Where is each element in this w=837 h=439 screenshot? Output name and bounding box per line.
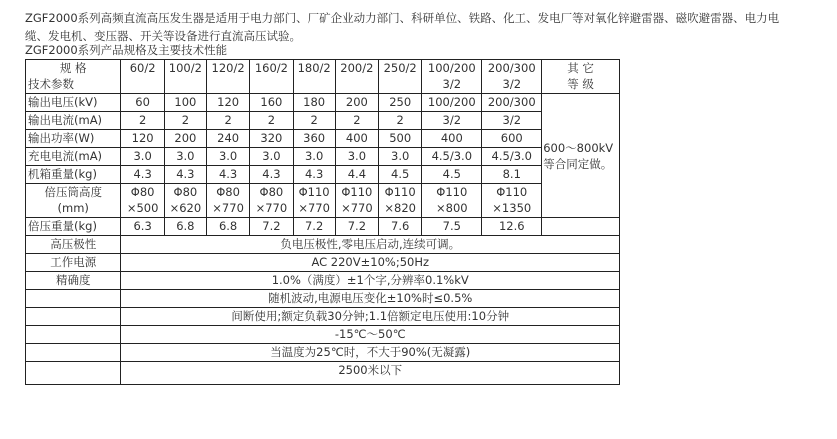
table-row bbox=[26, 218, 620, 236]
row-label: 高压极性 bbox=[26, 236, 121, 254]
value-l1: Φ80 bbox=[130, 185, 155, 199]
header-model-l1: 120/2 bbox=[211, 61, 245, 75]
value-cell: 3.0 bbox=[250, 148, 293, 166]
table-row bbox=[26, 326, 620, 344]
value-cell: 360 bbox=[293, 130, 335, 148]
value-cell: 3.0 bbox=[164, 148, 206, 166]
table-row bbox=[26, 344, 620, 362]
value-cell: 60 bbox=[121, 94, 164, 112]
value-cell: 7.2 bbox=[335, 218, 378, 236]
value-cell bbox=[250, 184, 293, 218]
value-l2: ×800 bbox=[436, 201, 468, 215]
value-cell: 4.3 bbox=[250, 166, 293, 184]
table-row bbox=[26, 112, 620, 130]
header-model-l1: 100/2 bbox=[168, 61, 202, 75]
row-label bbox=[26, 308, 121, 326]
table-row bbox=[26, 130, 620, 148]
header-other-line2: 等 级 bbox=[567, 77, 594, 91]
header-spec-line2: 技术参数 bbox=[28, 77, 74, 91]
value-cell: 250 bbox=[379, 94, 422, 112]
value-l1: Φ80 bbox=[173, 185, 198, 199]
intro-line-1: ZGF2000系列高频直流高压发生器是适用于电力部门、厂矿企业动力部门、科研单位、铁路、化工、发电厂等对氧化锌避雷器、磁吹避雷器、电力电 bbox=[25, 11, 780, 25]
common-value: 2500米以下 bbox=[121, 362, 620, 385]
header-model-l1: 180/2 bbox=[297, 61, 331, 75]
header-spec-line1: 规 格 bbox=[59, 61, 87, 75]
value-cell: 120 bbox=[121, 130, 164, 148]
value-cell: 6.8 bbox=[206, 218, 249, 236]
value-cell bbox=[206, 184, 249, 218]
value-cell bbox=[121, 184, 164, 218]
table-row bbox=[26, 166, 620, 184]
value-cell: 240 bbox=[206, 130, 249, 148]
value-cell: 2 bbox=[250, 112, 293, 130]
row-label: 输出电流(mA) bbox=[26, 112, 121, 130]
value-l2: ×820 bbox=[384, 201, 416, 215]
table-row bbox=[26, 308, 620, 326]
common-value: 间断使用;额定负载30分钟;1.1倍额定电压使用:10分钟 bbox=[121, 308, 620, 326]
value-cell: 3.0 bbox=[335, 148, 378, 166]
spec-table bbox=[25, 59, 620, 385]
value-cell: 7.2 bbox=[250, 218, 293, 236]
row-label-line2: (mm) bbox=[57, 201, 89, 215]
value-cell: 160 bbox=[250, 94, 293, 112]
header-model bbox=[379, 60, 422, 94]
row-label bbox=[26, 184, 121, 218]
intro-paragraph bbox=[25, 9, 825, 45]
row-label bbox=[26, 290, 121, 308]
value-cell: 7.5 bbox=[422, 218, 482, 236]
value-cell: 180 bbox=[293, 94, 335, 112]
header-model bbox=[250, 60, 293, 94]
other-grades-note: 600～800kV等合同定做。 bbox=[542, 94, 620, 218]
value-cell: 4.4 bbox=[335, 166, 378, 184]
header-model-l1: 250/2 bbox=[383, 61, 417, 75]
common-value: -15℃～50℃ bbox=[121, 326, 620, 344]
common-value: AC 220V±10%;50Hz bbox=[121, 254, 620, 272]
value-cell: 100/200 bbox=[422, 94, 482, 112]
value-cell: 200/300 bbox=[482, 94, 542, 112]
value-cell: 7.2 bbox=[293, 218, 335, 236]
value-cell: 4.5 bbox=[422, 166, 482, 184]
value-cell: 400 bbox=[335, 130, 378, 148]
value-cell: 3/2 bbox=[422, 112, 482, 130]
table-row bbox=[26, 272, 620, 290]
row-label: 输出电压(kV) bbox=[26, 94, 121, 112]
value-cell: 3.0 bbox=[206, 148, 249, 166]
table-row bbox=[26, 236, 620, 254]
value-cell: 2 bbox=[164, 112, 206, 130]
value-cell: 2 bbox=[121, 112, 164, 130]
value-cell bbox=[379, 184, 422, 218]
row-label: 充电电流(mA) bbox=[26, 148, 121, 166]
value-cell: 6.3 bbox=[121, 218, 164, 236]
value-cell bbox=[335, 184, 378, 218]
value-cell: 320 bbox=[250, 130, 293, 148]
value-l2: ×620 bbox=[169, 201, 202, 215]
common-value: 1.0%（满度）±1个字,分辨率0.1%kV bbox=[121, 272, 620, 290]
value-cell: 7.6 bbox=[379, 218, 422, 236]
value-l2: ×770 bbox=[298, 201, 330, 215]
value-cell: 8.1 bbox=[482, 166, 542, 184]
empty-cell bbox=[542, 218, 620, 236]
value-l1: Φ80 bbox=[259, 185, 284, 199]
row-label-line1: 倍压筒高度 bbox=[44, 185, 102, 199]
header-model bbox=[335, 60, 378, 94]
header-model bbox=[164, 60, 206, 94]
value-cell bbox=[164, 184, 206, 218]
table-row bbox=[26, 94, 620, 112]
row-label bbox=[26, 326, 121, 344]
value-cell: 3.0 bbox=[379, 148, 422, 166]
common-value: 当温度为25℃时，不大于90%(无凝露) bbox=[121, 344, 620, 362]
header-model-l2: 3/2 bbox=[502, 77, 522, 91]
row-label: 倍压重量(kg) bbox=[26, 218, 121, 236]
value-cell: 400 bbox=[422, 130, 482, 148]
common-value: 负电压极性,零电压启动,连续可调。 bbox=[121, 236, 620, 254]
value-cell: 4.3 bbox=[293, 166, 335, 184]
row-label: 机箱重量(kg) bbox=[26, 166, 121, 184]
value-cell: 100 bbox=[164, 94, 206, 112]
header-model-l2: 3/2 bbox=[442, 77, 462, 91]
value-cell bbox=[422, 184, 482, 218]
value-cell: 4.5 bbox=[379, 166, 422, 184]
value-cell: 200 bbox=[164, 130, 206, 148]
value-cell: 3.0 bbox=[121, 148, 164, 166]
row-label: 工作电源 bbox=[26, 254, 121, 272]
header-model bbox=[206, 60, 249, 94]
value-cell bbox=[293, 184, 335, 218]
value-l1: Φ110 bbox=[341, 185, 373, 199]
header-other-cell bbox=[542, 60, 620, 94]
value-cell: 3/2 bbox=[482, 112, 542, 130]
value-cell: 120 bbox=[206, 94, 249, 112]
value-l1: Φ110 bbox=[298, 185, 330, 199]
header-model-l1: 200/2 bbox=[340, 61, 374, 75]
value-l2: ×770 bbox=[212, 201, 244, 215]
row-label bbox=[26, 362, 121, 385]
table-row bbox=[26, 254, 620, 272]
row-label: 精确度 bbox=[26, 272, 121, 290]
header-model-l1: 100/200 bbox=[427, 61, 476, 75]
header-model-l1: 160/2 bbox=[254, 61, 288, 75]
value-cell: 500 bbox=[379, 130, 422, 148]
value-l1: Φ110 bbox=[384, 185, 416, 199]
row-label: 输出功率(W) bbox=[26, 130, 121, 148]
value-l2: ×500 bbox=[126, 201, 159, 215]
value-l2: ×770 bbox=[255, 201, 288, 215]
value-cell bbox=[482, 184, 542, 218]
value-l1: Φ110 bbox=[496, 185, 528, 199]
common-value: 随机波动,电源电压变化±10%时≤0.5% bbox=[121, 290, 620, 308]
value-cell: 4.5/3.0 bbox=[482, 148, 542, 166]
value-l1: Φ110 bbox=[436, 185, 468, 199]
value-cell: 2 bbox=[379, 112, 422, 130]
header-model bbox=[482, 60, 542, 94]
value-cell: 2 bbox=[293, 112, 335, 130]
value-l2: ×770 bbox=[341, 201, 373, 215]
value-cell: 4.3 bbox=[206, 166, 249, 184]
header-other-line1: 其 它 bbox=[567, 61, 594, 75]
header-model-l1: 200/300 bbox=[487, 61, 536, 75]
header-row bbox=[26, 60, 620, 94]
value-l1: Φ80 bbox=[216, 185, 240, 199]
header-model bbox=[121, 60, 164, 94]
row-label bbox=[26, 344, 121, 362]
table-row bbox=[26, 290, 620, 308]
table-row bbox=[26, 148, 620, 166]
value-cell: 6.8 bbox=[164, 218, 206, 236]
value-cell: 600 bbox=[482, 130, 542, 148]
header-model-l1: 60/2 bbox=[129, 61, 156, 75]
value-cell: 2 bbox=[335, 112, 378, 130]
value-cell: 2 bbox=[206, 112, 249, 130]
value-cell: 3.0 bbox=[293, 148, 335, 166]
header-model bbox=[422, 60, 482, 94]
value-cell: 200 bbox=[335, 94, 378, 112]
value-cell: 4.3 bbox=[121, 166, 164, 184]
table-row bbox=[26, 184, 620, 218]
table-row bbox=[26, 362, 620, 385]
header-spec-cell bbox=[26, 60, 121, 94]
header-model bbox=[293, 60, 335, 94]
table-caption: ZGF2000系列产品规格及主要技术性能 bbox=[25, 43, 228, 57]
value-l2: ×1350 bbox=[492, 201, 532, 215]
value-cell: 4.5/3.0 bbox=[422, 148, 482, 166]
intro-line-2: 缆、发电机、变压器、开关等设备进行直流高压试验。 bbox=[25, 29, 301, 43]
value-cell: 12.6 bbox=[482, 218, 542, 236]
value-cell: 4.3 bbox=[164, 166, 206, 184]
